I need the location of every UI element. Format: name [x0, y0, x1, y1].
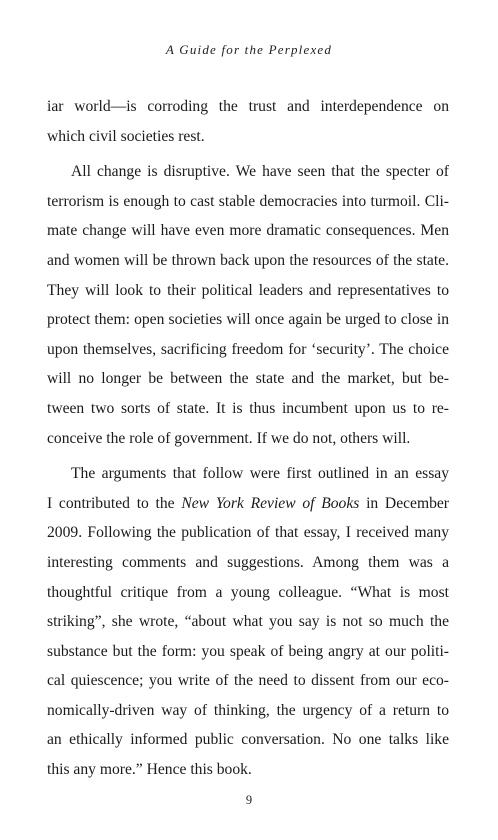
text-line: striking”, she wrote, “about what you say is not so much the — [47, 613, 449, 631]
text-line: protect them: open societies will once again be urged to close in — [47, 311, 449, 329]
text-line: and women will be thrown back upon the resources of the state. — [47, 251, 449, 269]
text-line: substance but the form: you speak of being angry at our politi- — [47, 642, 449, 660]
text-line: iar world—is corroding the trust and interdependence on — [47, 98, 449, 115]
text-line: tween two sorts of state. It is thus incumbent upon us to re- — [47, 399, 449, 417]
text-line: interesting comments and suggestions. Among them was a — [47, 553, 449, 571]
body-text — [47, 92, 449, 785]
text-line: All change is disruptive. We have seen that the specter of — [71, 163, 449, 181]
text-line: nomically-driven way of thinking, the urgency of a return to — [47, 701, 449, 719]
text-run: I contributed to the — [47, 494, 182, 512]
text-line: 2009. Following the publication of that essay, I received many — [47, 524, 449, 542]
text-line: which civil societies rest. — [47, 127, 205, 145]
text-line — [47, 489, 449, 519]
text-line: They will look to their political leaders and representatives to — [47, 281, 449, 299]
text-run: in December — [359, 494, 449, 512]
running-head: A Guide for the Perplexed — [165, 42, 333, 57]
text-line: this any more.” Hence this book. — [47, 761, 252, 779]
text-line: an ethically informed public conversation. No one talks like — [47, 731, 449, 749]
text-line: The arguments that follow were first outlined in an essay — [71, 465, 449, 483]
text-line: will no longer be between the state and the market, but be- — [47, 370, 449, 388]
page-number: 9 — [245, 793, 253, 807]
text-line: terrorism is enough to cast stable democracies into turmoil. Cli- — [47, 192, 449, 210]
text-line: mate change will have even more dramatic consequences. Men — [47, 222, 449, 240]
text-line: upon themselves, sacrificing freedom for ‘security’. The choice — [47, 340, 449, 358]
text-line: cal quiescence; you write of the need to dissent from our eco- — [47, 672, 449, 690]
text-line: conceive the role of government. If we do not, others will. — [47, 429, 411, 447]
text-line: thoughtful critique from a young colleague. “What is most — [47, 583, 449, 601]
book-title: New York Review of Books — [181, 494, 360, 512]
